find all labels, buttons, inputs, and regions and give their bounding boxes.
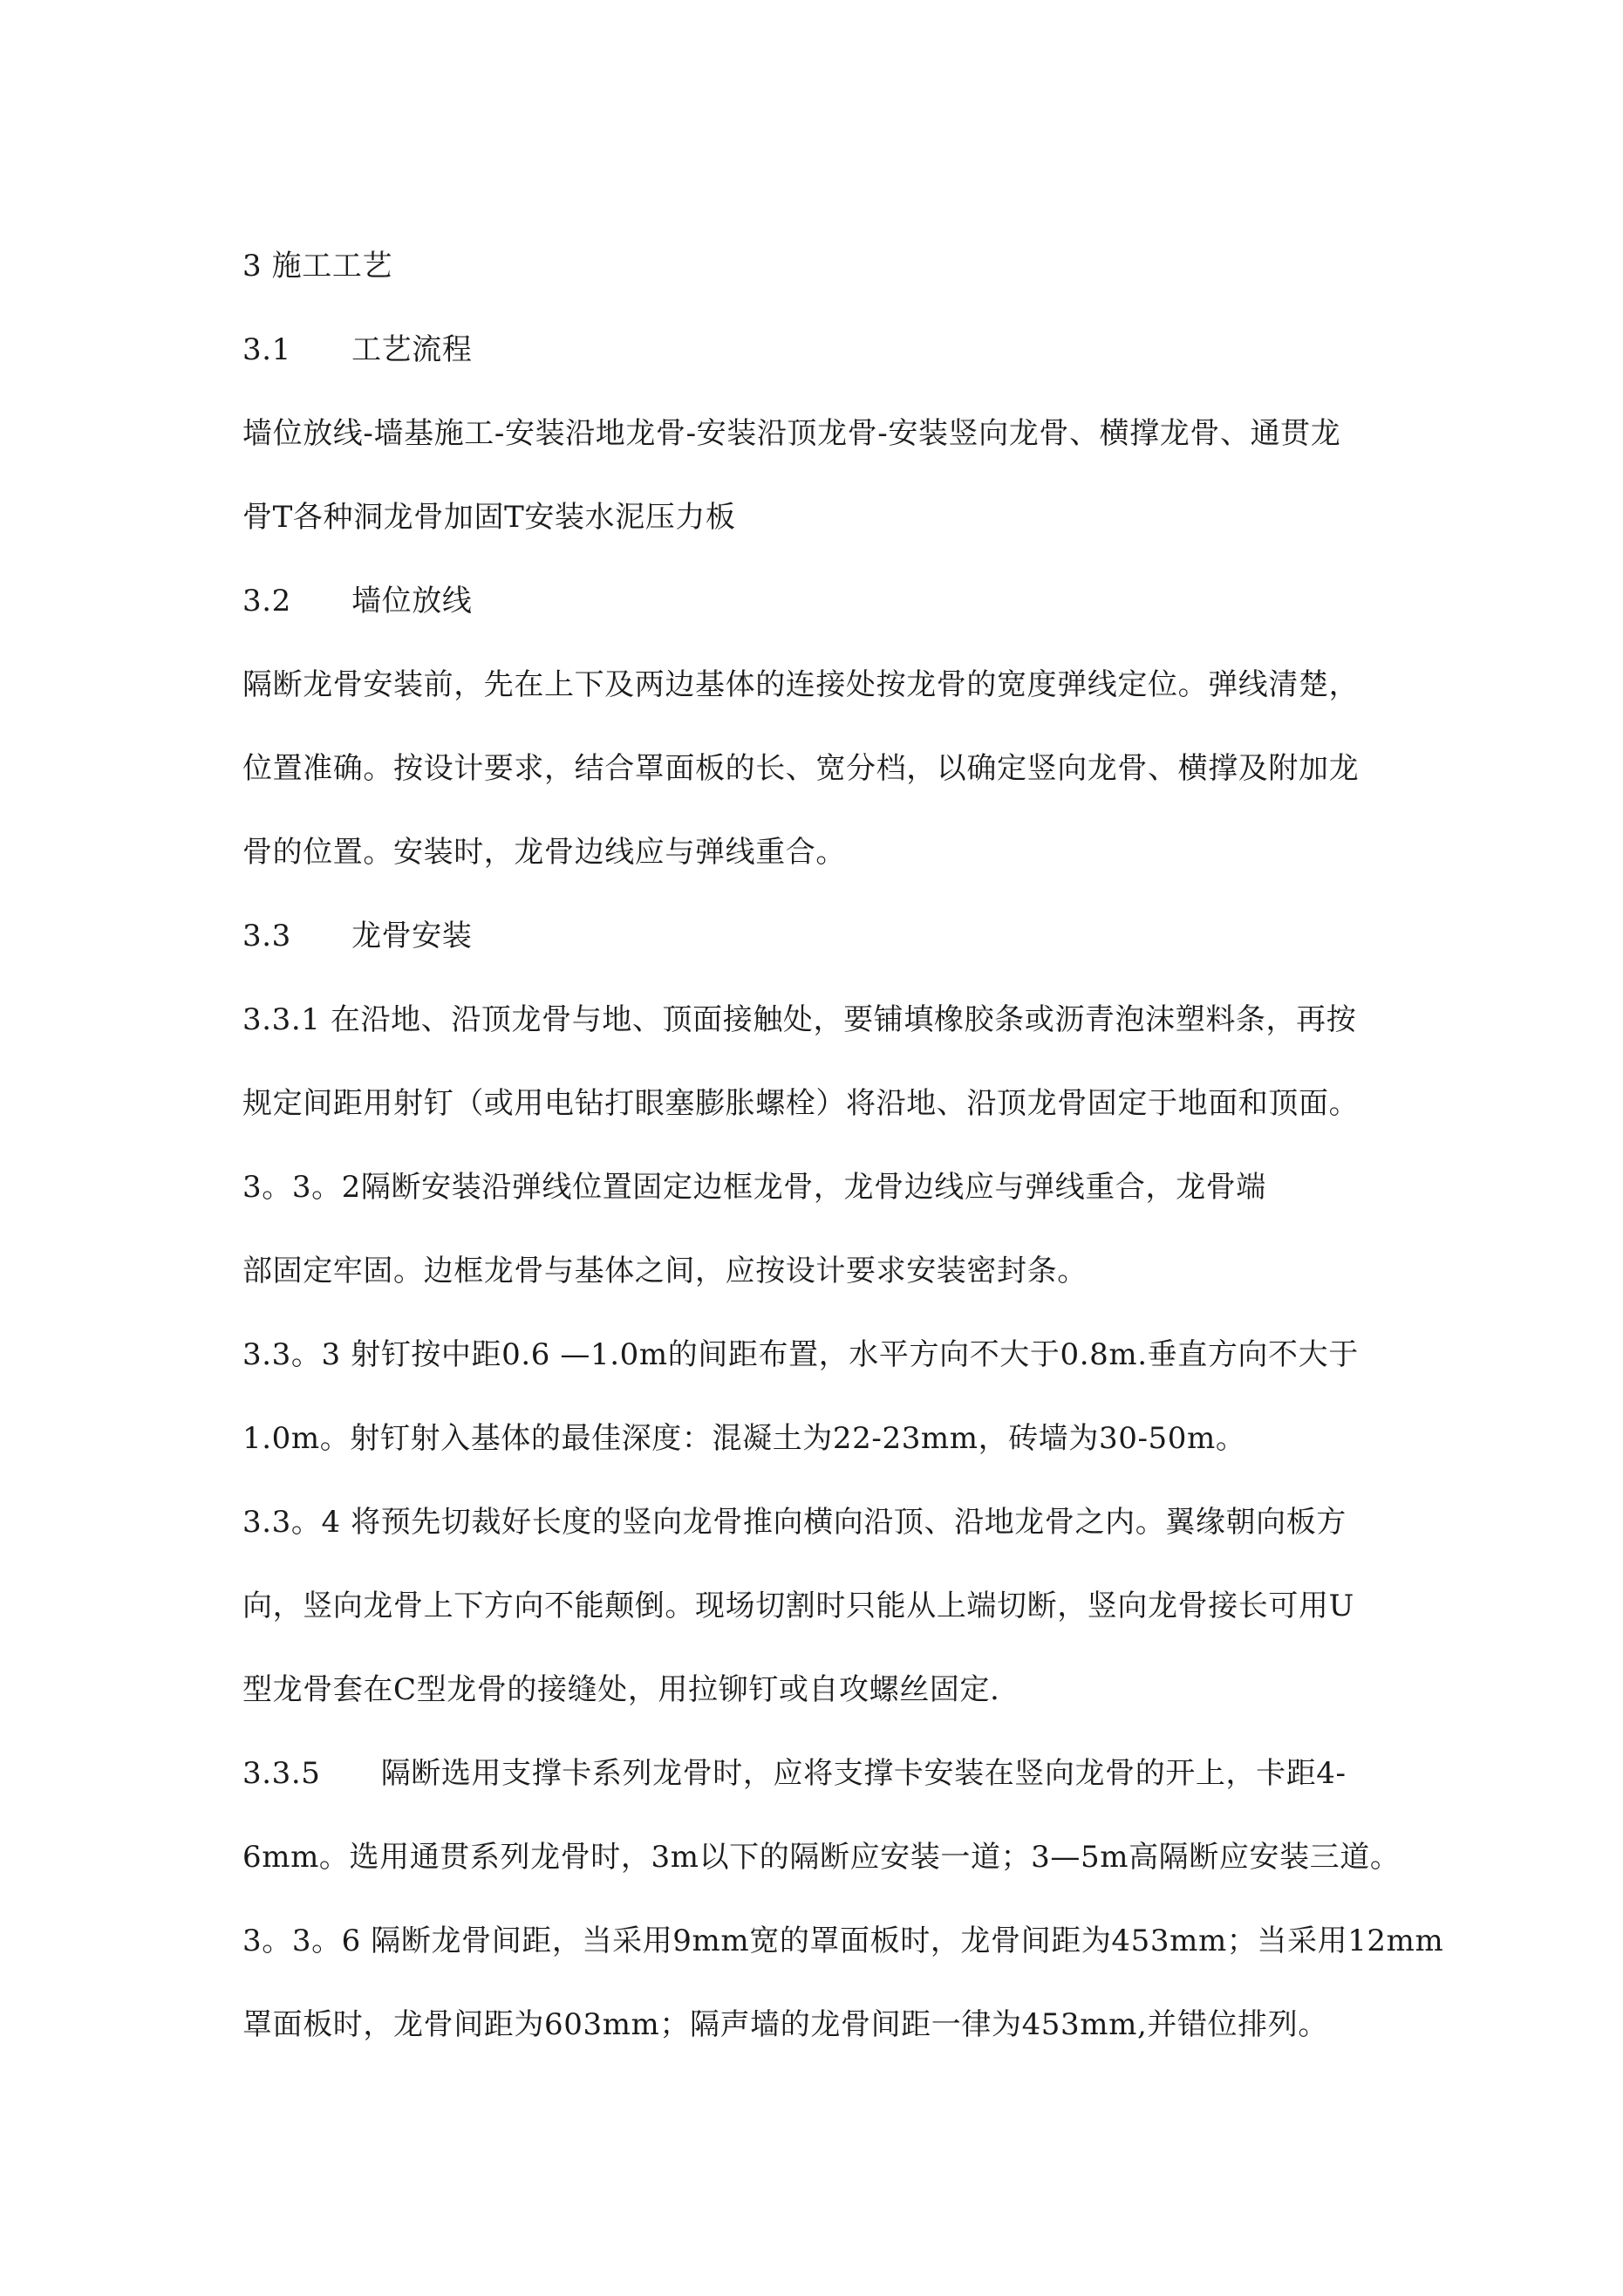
- paragraph-line: 3。3。6 隔断龙骨间距，当采用9mm宽的罩面板时，龙骨间距为453mm；当采用12mm: [242, 1924, 1444, 1958]
- paragraph-line: 3.3.1 在沿地、沿顶龙骨与地、顶面接触处，要铺填橡胶条或沥青泡沫塑料条，再按: [242, 1002, 1357, 1037]
- section-heading-3: 3 施工工艺: [242, 249, 393, 284]
- section-heading-3-3: 3.3 龙骨安装: [242, 919, 473, 953]
- paragraph-line: 隔断龙骨安装前，先在上下及两边基体的连接处按龙骨的宽度弹线定位。弹线清楚，: [242, 667, 1360, 702]
- section-heading-3-2: 3.2 墙位放线: [242, 584, 473, 618]
- paragraph-line: 3。3。2隔断安装沿弹线位置固定边框龙骨，龙骨边线应与弹线重合，龙骨端: [242, 1170, 1266, 1205]
- paragraph-line: 1.0m。射钉射入基体的最佳深度：混凝土为22-23mm，砖墙为30-50m。: [242, 1421, 1246, 1456]
- paragraph-line: 6mm。选用通贯系列龙骨时，3m以下的隔断应安装一道；3—5m高隔断应安装三道。: [242, 1840, 1401, 1875]
- paragraph-line: 罩面板时，龙骨间距为603mm；隔声墙的龙骨间距一律为453mm,并错位排列。: [242, 2007, 1328, 2042]
- paragraph-line: 位置准确。按设计要求，结合罩面板的长、宽分档，以确定竖向龙骨、横撑及附加龙: [242, 751, 1360, 786]
- paragraph-line: 骨T各种洞龙骨加固T安装水泥压力板: [242, 500, 736, 535]
- paragraph-line: 规定间距用射钉（或用电钻打眼塞膨胀螺栓）将沿地、沿顶龙骨固定于地面和顶面。: [242, 1086, 1360, 1121]
- paragraph-line: 骨的位置。安装时，龙骨边线应与弹线重合。: [242, 835, 846, 870]
- paragraph-line: 3.3.5 隔断选用支撑卡系列龙骨时，应将支撑卡安装在竖向龙骨的开上，卡距4-: [242, 1756, 1347, 1791]
- paragraph-line: 3.3。4 将预先切裁好长度的竖向龙骨推向横向沿顶、沿地龙骨之内。翼缘朝向板方: [242, 1505, 1347, 1540]
- section-heading-3-1: 3.1 工艺流程: [242, 332, 473, 367]
- paragraph-line: 墙位放线-墙基施工-安装沿地龙骨-安装沿顶龙骨-安装竖向龙骨、横撑龙骨、通贯龙: [242, 416, 1341, 451]
- paragraph-line: 向，竖向龙骨上下方向不能颠倒。现场切割时只能从上端切断，竖向龙骨接长可用U: [242, 1589, 1354, 1623]
- paragraph-line: 型龙骨套在C型龙骨的接缝处，用拉铆钉或自攻螺丝固定.: [242, 1672, 1000, 1707]
- paragraph-line: 部固定牢固。边框龙骨与基体之间，应按设计要求安装密封条。: [242, 1254, 1088, 1288]
- paragraph-line: 3.3。3 射钉按中距0.6 —1.0m的间距布置，水平方向不大于0.8m.垂直方向不大于: [242, 1337, 1359, 1372]
